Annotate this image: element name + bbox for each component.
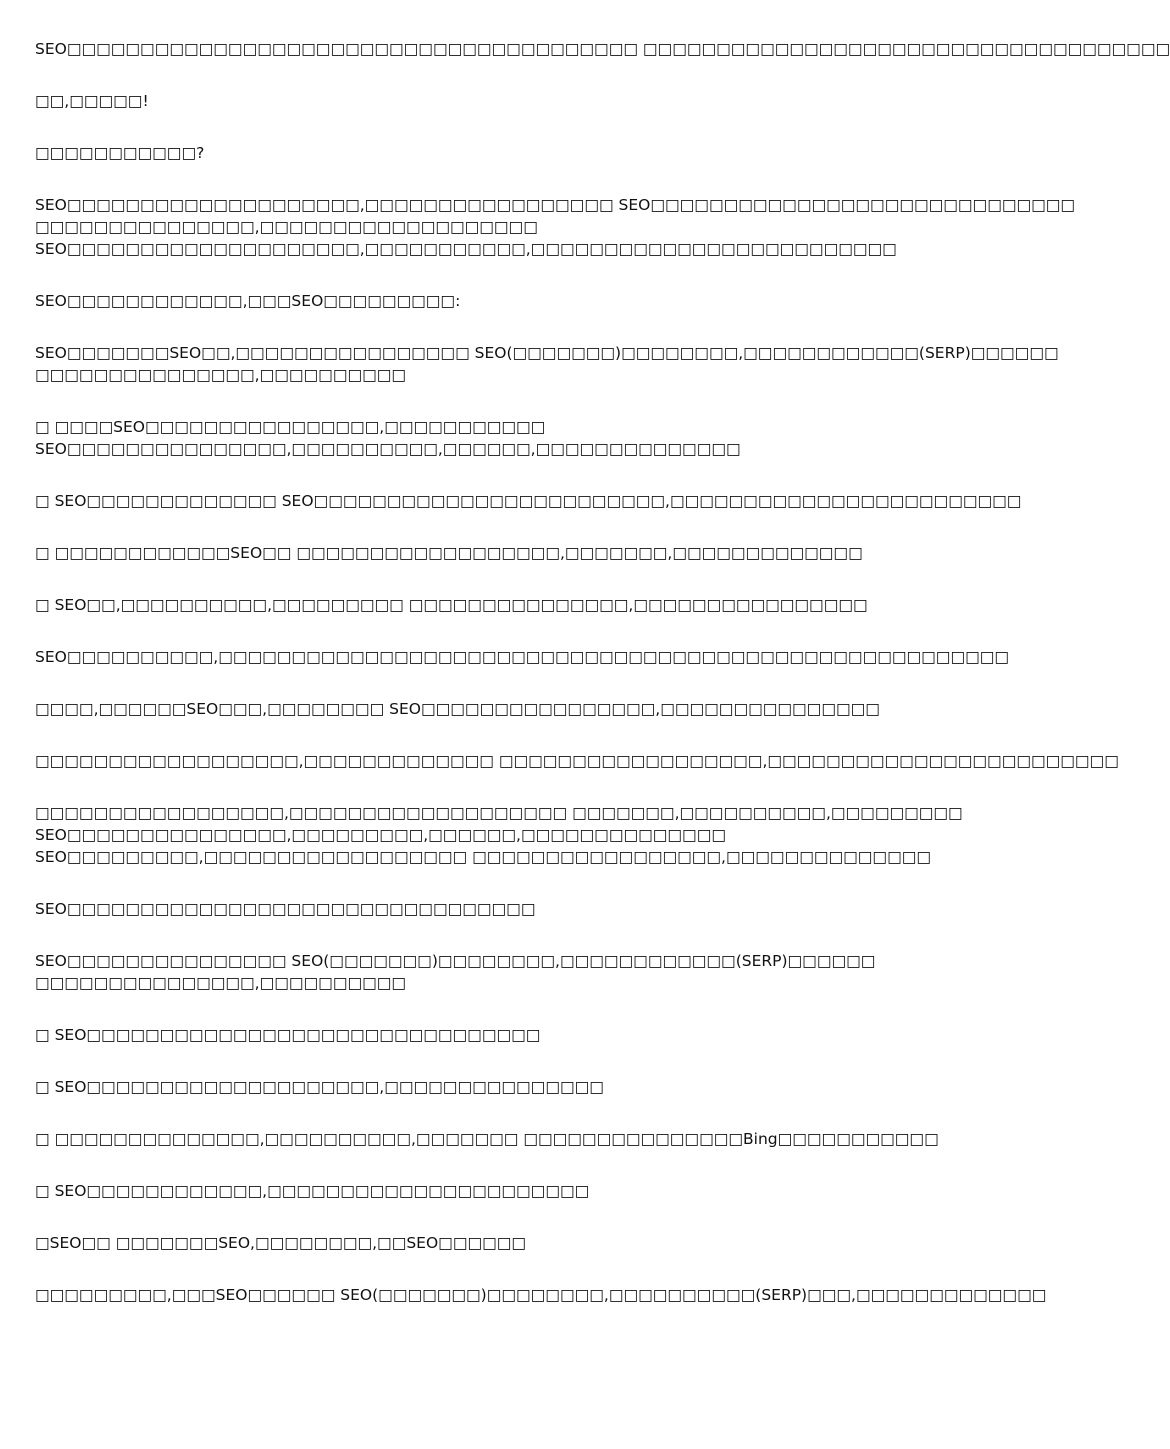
text-line: □SEO□□ □□□□□□□SEO,□□□□□□□□,□□SEO□□□□□□ [35,1234,527,1252]
text-line: SEO□□□□□□□□□,□□□□□□□□□□□□□□□□□□ □□□□□□□□□□□□□□□□□,□□□□□□□□□□□□□□ [35,848,932,866]
text-line: SEO□□□□□□□SEO□□,□□□□□□□□□□□□□□□□ SEO(□□□□□□□)□□□□□□□□,□□□□□□□□□□□□(SERP)□□□□□□ [35,344,1059,362]
text-line: □□□□□□□□□□□□□□□,□□□□□□□□□□□□□□□□□□□ [35,218,538,236]
paragraph [35,490,1022,512]
paragraph [35,290,995,312]
paragraph [35,1128,995,1150]
paragraph [35,142,995,164]
paragraph [35,38,1170,60]
document-body [35,38,1170,1336]
paragraph [35,1076,995,1098]
text-line: □□□□□□□□□□□□□□□□□,□□□□□□□□□□□□□□□□□□□ □□□□□□□,□□□□□□□□□□,□□□□□□□□□ [35,804,963,822]
text-line: SEO□□□□□□□□□□□□□□□,□□□□□□□□□,□□□□□□,□□□□□□□□□□□□□□ [35,826,726,844]
text-line: SEO□□□□□□□□□□□□□□□□□□□□,□□□□□□□□□□□,□□□□□□□□□□□□□□□□□□□□□□□□□ [35,240,897,258]
paragraph [35,646,1010,668]
paragraph [35,750,1119,772]
text-line: □ SEO□□□□□□□□□□□□□□□□□□□□□□□□□□□□□□□ [35,1026,541,1044]
text-line: SEO□□□□□□□□□□□□,□□□SEO□□□□□□□□□: [35,292,461,310]
paragraph [35,594,995,616]
text-line: □ □□□□□□□□□□□□SEO□□ □□□□□□□□□□□□□□□□□□,□□□□□□□,□□□□□□□□□□□□□ [35,544,863,562]
text-line: □□□□□□□□□□□□□□□,□□□□□□□□□□ [35,366,407,384]
text-line: □□□□□□□□□□□? [35,144,205,162]
paragraph [35,342,1059,386]
text-line: □ □□□□SEO□□□□□□□□□□□□□□□□,□□□□□□□□□□□ [35,418,546,436]
paragraph [35,950,995,994]
text-line: SEO□□□□□□□□□□,□□□□□□□□□□□□□□□□□□□□□□□□□□□□□□□□□□□□□□□□□□□□□□□□□□□□□□ [35,648,1010,666]
paragraph [35,802,995,868]
paragraph [35,542,995,564]
text-line: □ SEO□□□□□□□□□□□□,□□□□□□□□□□□□□□□□□□□□□□ [35,1182,590,1200]
text-line: □ SEO□□□□□□□□□□□□□□□□□□□□,□□□□□□□□□□□□□□□ [35,1078,604,1096]
paragraph [35,1232,995,1254]
paragraph [35,1180,995,1202]
text-line: □□□□,□□□□□□SEO□□□,□□□□□□□□ SEO□□□□□□□□□□□□□□□□,□□□□□□□□□□□□□□□ [35,700,880,718]
paragraph [35,1024,995,1046]
text-line: SEO□□□□□□□□□□□□□□□ SEO(□□□□□□□)□□□□□□□□,□□□□□□□□□□□□(SERP)□□□□□□ [35,952,876,970]
paragraph [35,898,995,920]
text-line: □□□□□□□□□□□□□□□,□□□□□□□□□□ [35,974,407,992]
text-line: SEO□□□□□□□□□□□□□□□□□□□□,□□□□□□□□□□□□□□□□□ SEO□□□□□□□□□□□□□□□□□□□□□□□□□□□□□ [35,196,1076,214]
text-line: □ SEO□□□□□□□□□□□□□ SEO□□□□□□□□□□□□□□□□□□□□□□□□,□□□□□□□□□□□□□□□□□□□□□□□□ [35,492,1022,510]
paragraph [35,698,995,720]
text-line: □□,□□□□□! [35,92,149,110]
paragraph [35,416,995,460]
text-line: SEO□□□□□□□□□□□□□□□□□□□□□□□□□□□□□□□□□□□□□□□ □□□□□□□□□□□□□□□□□□□□□□□□□□□□□□□□□□□□ [35,40,1170,58]
paragraph [35,1284,1047,1306]
text-line: □□□□□□□□□□□□□□□□□□,□□□□□□□□□□□□□ □□□□□□□□□□□□□□□□□□,□□□□□□□□□□□□□□□□□□□□□□□□ [35,752,1119,770]
text-line: SEO□□□□□□□□□□□□□□□,□□□□□□□□□□,□□□□□□,□□□□□□□□□□□□□□ [35,440,741,458]
text-line: □□□□□□□□□,□□□SEO□□□□□□ SEO(□□□□□□□)□□□□□□□□,□□□□□□□□□□(SERP)□□□,□□□□□□□□□□□□□ [35,1286,1047,1304]
text-line: □ SEO□□,□□□□□□□□□□,□□□□□□□□□ □□□□□□□□□□□□□□□,□□□□□□□□□□□□□□□□ [35,596,868,614]
paragraph [35,90,995,112]
text-line: SEO□□□□□□□□□□□□□□□□□□□□□□□□□□□□□□□□ [35,900,536,918]
text-line: □ □□□□□□□□□□□□□□,□□□□□□□□□□,□□□□□□□ □□□□□□□□□□□□□□□Bing□□□□□□□□□□□ [35,1130,939,1148]
paragraph [35,194,1076,260]
